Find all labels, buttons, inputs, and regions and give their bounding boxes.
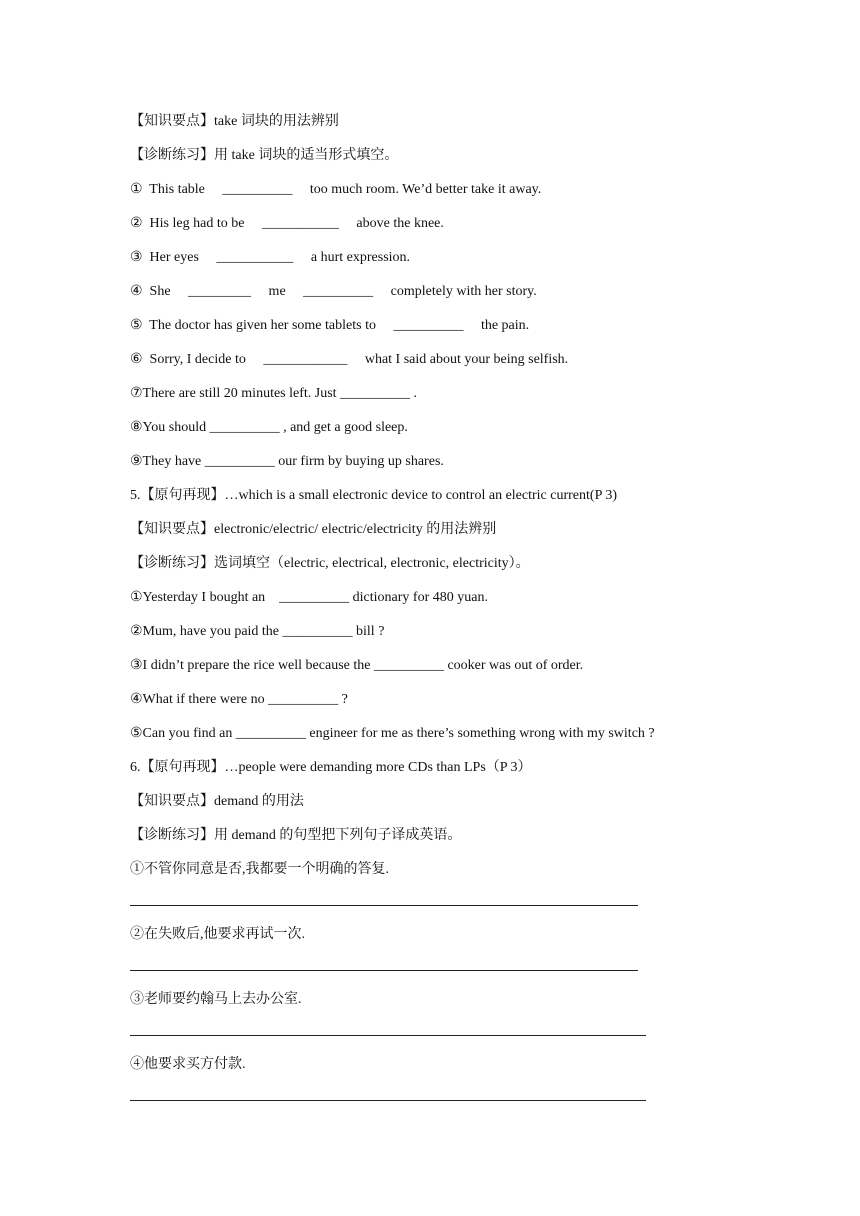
section-5-original-sentence: 5.【原句再现】…which is a small electronic device to control an electric current(P 3) [130, 488, 617, 503]
take-item-3: ③ Her eyes ___________ a hurt expression. [130, 250, 411, 265]
section-6-item-3: ③老师要约翰马上去办公室. [130, 992, 302, 1007]
section-5-item-3: ③I didn’t prepare the rice well because the __________ cooker was out of order. [130, 658, 584, 673]
answer-line-1 [130, 905, 638, 906]
take-item-2: ② His leg had to be ___________ above the knee. [130, 216, 444, 231]
take-practice-instruction: 【诊断练习】用 take 词块的适当形式填空。 [130, 148, 399, 163]
section-6-item-1: ①不管你同意是否,我都要一个明确的答复. [130, 862, 389, 877]
section-5-item-2: ②Mum, have you paid the __________ bill ? [130, 624, 385, 639]
section-6-practice-instruction: 【诊断练习】用 demand 的句型把下列句子译成英语。 [130, 828, 462, 843]
take-item-6: ⑥ Sorry, I decide to ____________ what I said about your being selfish. [130, 352, 569, 367]
section-5-item-1: ①Yesterday I bought an __________ dictionary for 480 yuan. [130, 590, 488, 605]
section-6-item-4: ④他要求买方付款. [130, 1057, 246, 1072]
take-item-4: ④ She _________ me __________ completely with her story. [130, 284, 537, 299]
answer-line-3 [130, 1035, 646, 1036]
take-item-8: ⑧You should __________ , and get a good sleep. [130, 420, 408, 435]
take-item-9: ⑨They have __________ our firm by buying up shares. [130, 454, 444, 469]
section-5-knowledge-point: 【知识要点】electronic/electric/ electric/electricity 的用法辨别 [130, 522, 497, 537]
section-6-original-sentence: 6.【原句再现】…people were demanding more CDs than LPs（P 3） [130, 760, 532, 775]
section-5-item-4: ④What if there were no __________ ? [130, 692, 348, 707]
section-6-item-2: ②在失败后,他要求再试一次. [130, 927, 305, 942]
section-5-item-5: ⑤Can you find an __________ engineer for me as there’s something wrong with my switch ? [130, 726, 655, 741]
take-item-1: ① This table __________ too much room. We’d better take it away. [130, 182, 542, 197]
section-6-knowledge-point: 【知识要点】demand 的用法 [130, 794, 304, 809]
take-knowledge-point: 【知识要点】take 词块的用法辨别 [130, 114, 339, 129]
worksheet-page [130, 112, 730, 1101]
answer-line-2 [130, 970, 638, 971]
take-item-7: ⑦There are still 20 minutes left. Just __________ . [130, 386, 418, 401]
answer-line-4 [130, 1100, 646, 1101]
take-item-5: ⑤ The doctor has given her some tablets to __________ the pain. [130, 318, 530, 333]
section-5-practice-instruction: 【诊断练习】选词填空（electric, electrical, electronic, electricity）。 [130, 556, 530, 571]
